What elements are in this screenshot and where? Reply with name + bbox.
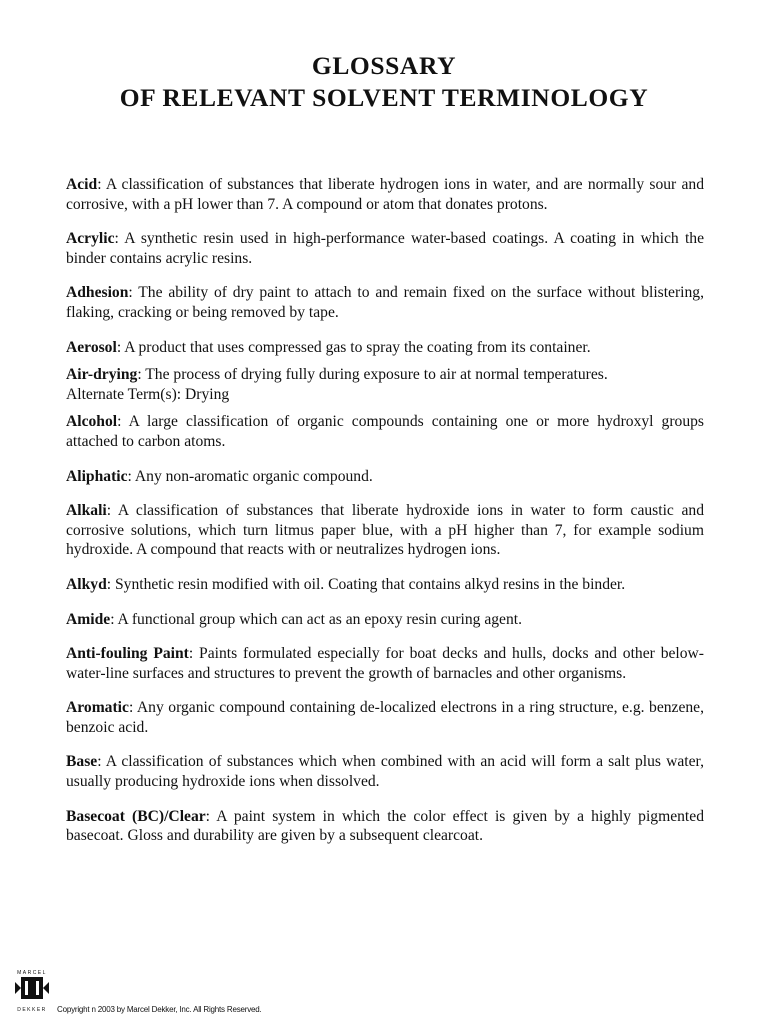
glossary-entry	[66, 175, 704, 214]
glossary-term: Amide	[66, 610, 111, 628]
glossary-definition: : Any non-aromatic organic compound.	[127, 467, 373, 485]
glossary-term: Anti-fouling Paint	[66, 645, 189, 663]
glossary-entry	[66, 365, 704, 404]
glossary-entry	[66, 644, 704, 683]
glossary-term: Alkali	[66, 502, 107, 520]
glossary-definition: : Any organic compound containing de-localized electrons in a ring structure, e.g. benzene, benzoic acid.	[66, 699, 704, 736]
glossary-term: Adhesion	[66, 284, 129, 302]
glossary-entry	[66, 575, 704, 595]
glossary-term: Basecoat (BC)/Clear	[66, 807, 206, 825]
glossary-definition: : The ability of dry paint to attach to and remain fixed on the surface without blistering, flaking, cracking or being removed by tape.	[66, 284, 704, 321]
glossary-definition: : A classification of substances that liberate hydroxide ions in water to form caustic and corrosive solutions, which turn litmus paper blue, with a pH higher than 7, for example sodium hydroxide. A compound that reacts with or neutralizes hydrogen ions.	[66, 502, 704, 559]
page-title	[0, 50, 768, 114]
glossary-entry	[66, 752, 704, 791]
glossary-term: Aromatic	[66, 699, 129, 717]
glossary-entry	[66, 229, 704, 268]
glossary-definition: : A classification of substances that liberate hydrogen ions in water, and are normally sour and corrosive, with a pH lower than 7. A compound or atom that donates protons.	[66, 176, 704, 213]
glossary-definition: : A product that uses compressed gas to spray the coating from its container.	[116, 338, 591, 356]
glossary-definition: : A synthetic resin used in high-performance water-based coatings. A coating in which the binder contains acrylic resins.	[66, 230, 704, 267]
glossary-term: Acid	[66, 176, 98, 193]
glossary-term: Air-drying	[66, 366, 138, 384]
glossary-definition: : A large classification of organic compounds containing one or more hydroxyl groups attached to carbon atoms.	[66, 413, 704, 450]
glossary-alternate-terms: Alternate Term(s): Drying	[66, 385, 230, 403]
glossary-definition: : A paint system in which the color effect is given by a highly pigmented basecoat. Gloss and durability are given by a subsequent clearcoat.	[66, 807, 704, 845]
glossary-entry	[66, 610, 704, 630]
glossary-definition: : A functional group which can act as an epoxy resin curing agent.	[110, 610, 522, 628]
glossary-term: Aliphatic	[66, 467, 128, 485]
glossary-definition: : A classification of substances which when combined with an acid will form a salt plus water, usually producing hydroxide ions when dissolved.	[66, 753, 704, 791]
logo-top-text: MARCEL	[17, 970, 47, 976]
glossary-term: Alkyd	[66, 575, 107, 593]
glossary-term: Alcohol	[66, 413, 118, 431]
glossary-definition: : Paints formulated especially for boat decks and hulls, docks and other below-water-line surfaces and structures to prevent the growth of barnacles and other organisms.	[66, 645, 704, 682]
glossary-entry	[66, 807, 704, 846]
page-title-line-1: GLOSSARY	[311, 51, 457, 80]
glossary-definition: : The process of drying fully during exposure to air at normal temperatures.	[137, 366, 608, 384]
logo-bottom-text: DEKKER	[17, 1007, 47, 1013]
glossary-entry	[66, 412, 704, 451]
page-title-line-2: OF RELEVANT SOLVENT TERMINOLOGY	[119, 83, 649, 112]
glossary-definition: : Synthetic resin modified with oil. Coating that contains alkyd resins in the binder.	[106, 575, 626, 593]
glossary-entry	[66, 501, 704, 560]
glossary-entry	[66, 698, 704, 737]
glossary-entry	[66, 283, 704, 322]
glossary-term: Acrylic	[66, 230, 115, 248]
glossary-entry	[66, 338, 704, 358]
glossary-entries	[66, 160, 704, 846]
publisher-logo	[12, 968, 52, 1014]
glossary-entry	[66, 467, 704, 487]
glossary-term: Base	[66, 753, 98, 771]
copyright-notice: Copyright n 2003 by Marcel Dekker, Inc. All Rights Reserved.	[57, 1005, 262, 1014]
glossary-term: Aerosol	[66, 338, 117, 356]
